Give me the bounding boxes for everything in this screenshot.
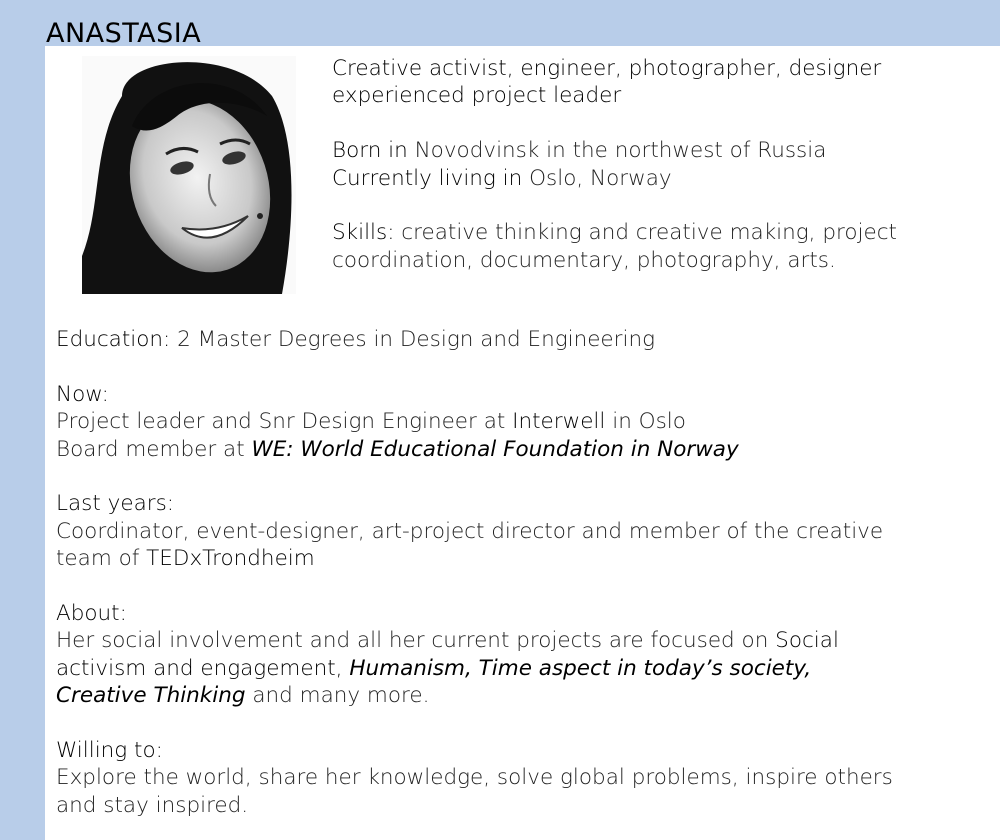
now-line-1-post: in Oslo: [605, 409, 686, 435]
education-line: [56, 326, 986, 353]
born-value: Novodvinsk in the northwest of Russia: [407, 138, 827, 164]
about-line-1-em: Social: [775, 628, 839, 654]
last-years-label: Last years:: [56, 491, 175, 517]
about-line-3-post: and many more.: [245, 683, 430, 709]
last-years-org: TEDxTrondheim: [146, 546, 315, 572]
willing-label: Willing to:: [56, 738, 163, 764]
skills-line-2: coordination, documentary, photography, arts.: [332, 247, 836, 273]
education-value: 2 Master Degrees in Design and Engineering: [170, 327, 655, 352]
willing-line-2: and stay inspired.: [56, 792, 249, 818]
skills-value-1: creative thinking and creative making, project: [394, 220, 897, 246]
last-years-line-2: [56, 545, 986, 572]
tagline-line-1: Creative activist, engineer, photographer, designer: [332, 56, 882, 81]
last-years-line-1: Coordinator, event-designer, art-project director and member of the creative: [56, 518, 884, 544]
portrait-image: [82, 56, 296, 294]
intro-block: [332, 55, 982, 274]
about-line-3: [56, 682, 986, 709]
about-line-1: [56, 627, 986, 654]
now-line-1: [56, 408, 986, 435]
tagline-line-2: experienced project leader: [332, 83, 622, 109]
skills-line-1: [332, 219, 982, 246]
now-line-1-pre: Project leader and Snr Design Engineer at: [56, 409, 513, 435]
skills-label: Skills:: [332, 220, 395, 246]
last-years-line-2-pre: team of: [56, 546, 147, 572]
now-line-2: [56, 436, 986, 463]
now-company: Interwell: [512, 409, 606, 435]
portrait-photo: [82, 56, 296, 294]
living-label: Currently living in: [332, 165, 523, 191]
born-label: Born in: [332, 138, 408, 164]
details-block: [56, 326, 986, 819]
about-line-2-em: activism and engagement: [56, 655, 336, 681]
now-org: WE: World Educational Foundation in Norway: [251, 436, 739, 462]
about-line-1-pre: Her social involvement and all her current projects are focused on: [56, 628, 776, 654]
living-value: Oslo, Norway: [522, 165, 672, 191]
now-line-2-pre: Board member at: [56, 436, 252, 462]
living-line: [332, 165, 982, 192]
education-label: Education:: [56, 327, 171, 352]
about-label: About:: [56, 601, 127, 627]
profile-panel: [45, 46, 1000, 840]
born-line: [332, 137, 982, 164]
about-line-2-sep: ,: [335, 655, 350, 681]
about-line-3-italic: Creative Thinking: [56, 683, 246, 709]
page-title: ANASTASIA: [46, 18, 202, 49]
willing-line-1: Explore the world, share her knowledge, solve global problems, inspire others: [56, 765, 893, 791]
now-label: Now:: [56, 381, 109, 407]
about-line-2: [56, 655, 986, 682]
about-line-2-italic: Humanism, Time aspect in today’s society,: [349, 655, 812, 681]
